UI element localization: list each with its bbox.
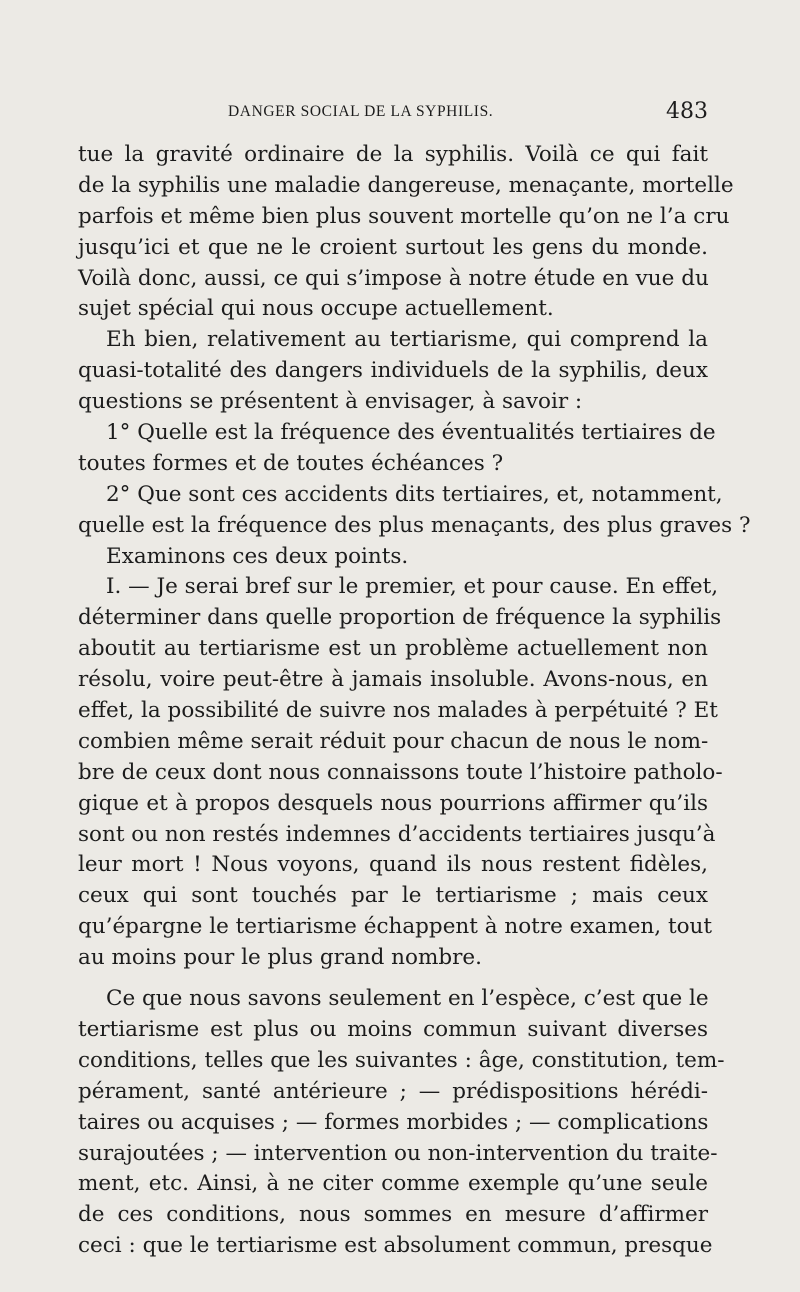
text-line: sujet spécial qui nous occupe actuellement. [78,296,554,322]
text-line: jusqu’ici et que ne le croient surtout les gens du monde. [78,234,708,260]
page-number: 483 [666,99,708,124]
text-line: bre de ceux dont nous connaissons toute l’histoire patholo- [78,759,723,785]
text-line: surajoutées ; — intervention ou non-intervention du traite- [78,1140,718,1166]
text-line: gique et à propos desquels nous pourrions affirmer qu’ils [78,790,708,816]
text-line: tue la gravité ordinaire de la syphilis. Voilà ce qui fait [78,142,708,167]
text-line: effet, la possibilité de suivre nos malades à perpétuité ? Et [78,698,718,724]
body-text [78,140,751,1262]
text-line: sont ou non restés indemnes d’accidents tertiaires jusqu’à [78,821,716,847]
text-line: tertiarisme est plus ou moins commun suivant diverses [78,1016,708,1042]
text-line: questions se présentent à envisager, à savoir : [78,389,583,415]
text-line: Examinons ces deux points. [106,543,409,569]
text-line: de ces conditions, nous sommes en mesure d’affirmer [78,1202,708,1228]
text-line: quasi-totalité des dangers individuels de la syphilis, deux [78,358,708,384]
text-line: aboutit au tertiarisme est un problème actuellement non [78,636,708,662]
text-line: conditions, telles que les suivantes : âge, constitution, tem- [78,1047,725,1073]
text-line: pérament, santé antérieure ; — prédispositions hérédi- [78,1078,708,1104]
text-line: de la syphilis une maladie dangereuse, menaçante, mortelle [78,172,734,198]
text-line: au moins pour le plus grand nombre. [78,945,482,971]
text-line: ment, etc. Ainsi, à ne citer comme exemple qu’une seule [78,1171,708,1197]
text-line: I. — Je serai bref sur le premier, et pour cause. En effet, [106,574,719,600]
text-line: toutes formes et de toutes échéances ? [78,450,504,476]
text-line: qu’épargne le tertiarisme échappent à notre examen, tout [78,914,713,940]
text-line: 2° Que sont ces accidents dits tertiaires, et, notamment, [106,481,723,507]
text-line: Voilà donc, aussi, ce qui s’impose à notre étude en vue du [78,265,709,291]
page-header [228,99,708,131]
text-line: déterminer dans quelle proportion de fréquence la syphilis [78,605,722,631]
text-line: combien même serait réduit pour chacun de nous le nom- [78,728,709,754]
text-line: 1° Quelle est la fréquence des éventualités tertiaires de [106,420,716,446]
text-line: résolu, voire peut-être à jamais insoluble. Avons-nous, en [78,667,708,693]
text-line: Eh bien, relativement au tertiarisme, qui comprend la [106,327,708,353]
text-line: quelle est la fréquence des plus menaçants, des plus graves ? [78,512,751,538]
text-line: leur mort ! Nous voyons, quand ils nous restent fidèles, [78,852,708,878]
running-title: DANGER SOCIAL DE LA SYPHILIS. [228,103,494,120]
text-line: taires ou acquises ; — formes morbides ; — complications [78,1109,709,1135]
text-line: ceci : que le tertiarisme est absolument commun, presque [78,1233,713,1259]
text-line: Ce que nous savons seulement en l’espèce, c’est que le [106,986,709,1012]
paragraph-gap [78,974,708,984]
text-line: ceux qui sont touchés par le tertiarisme ; mais ceux [78,883,708,909]
text-line: parfois et même bien plus souvent mortelle qu’on ne l’a cru [78,203,730,229]
